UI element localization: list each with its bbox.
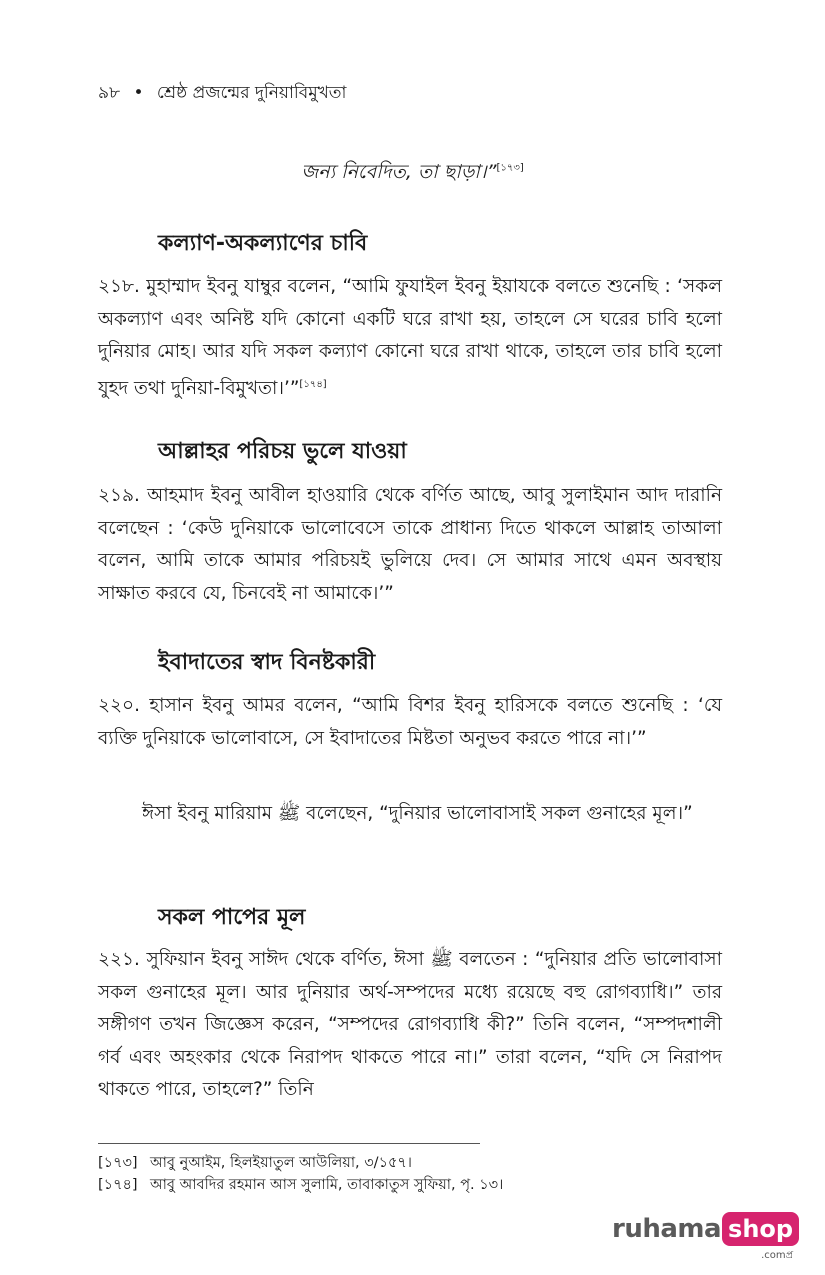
footnote [98, 1152, 412, 1176]
continuation-line [0, 158, 825, 190]
footnote-id: [১৭৪] [98, 1177, 138, 1193]
footnote-text: আবু নুআইম, হিলইয়াতুল আউলিয়া, ৩/১৫৭। [150, 1155, 412, 1171]
footnote-ref: [১৭৪] [299, 378, 327, 390]
hadith-paragraph [98, 480, 722, 610]
hadith-number: ২২০. [98, 695, 140, 716]
footnote-divider [98, 1143, 480, 1144]
hadith-text: মুহাম্মাদ ইবনু যাম্বুর বলেন, “আমি ফুযাইল ইবনু ইয়াযকে বলতে শুনেছি : ‘সকল অকল্যাণ এবং অনিষ্ট যদি কোনো একটি ঘরে রাখা হয়, তাহলে সে ঘরের চাবি হলো দুনিয়ার মোহ। আর যদি সকল কল্যাণ কোনো ঘরে রাখা থাকে, তাহলে তার চাবি হলো যুহদ তথা দুনিয়া-বিমুখতা।’” [98, 276, 722, 399]
logo-text: ruhama [612, 1214, 722, 1244]
footnote-ref: [১৭৩] [496, 162, 524, 174]
section-heading: ইবাদাতের স্বাদ বিনষ্টকারী [158, 650, 376, 675]
hadith-number: ২১৮. [98, 276, 140, 297]
book-title: শ্রেষ্ঠ প্রজন্মের দুনিয়াবিমুখতা [156, 83, 347, 103]
header-separator: • [133, 83, 144, 103]
logo-badge: shop [722, 1212, 799, 1246]
continuation-text: জন্য নিবেদিত, তা ছাড়া।” [301, 161, 497, 183]
hadith-paragraph [98, 271, 722, 405]
footnote-text: আবু আবদির রহমান আস সুলামি, তাবাকাতুস সুফিয়া, পৃ. ১৩। [150, 1177, 504, 1193]
section-heading: সকল পাপের মূল [158, 905, 306, 930]
section-heading: আল্লাহর পরিচয় ভুলে যাওয়া [158, 439, 407, 464]
hadith-number: ২২১. [98, 949, 140, 970]
page-header [98, 80, 347, 108]
section-heading: কল্যাণ-অকল্যাণের চাবি [158, 231, 368, 256]
page-number: ৯৮ [98, 83, 121, 103]
extra-paragraph: ঈসা ইবনু মারিয়াম ﷺ বলেছেন, “দুনিয়ার ভালোবাসাই সকল গুনাহের মূল।” [142, 803, 693, 824]
footnote-id: [১৭৩] [98, 1155, 138, 1171]
hadith-paragraph [98, 690, 722, 755]
footnote [98, 1174, 503, 1198]
hadith-text: আহমাদ ইবনু আবীল হাওয়ারি থেকে বর্ণিত আছে, আবু সুলাইমান আদ দারানি বলেছেন : ‘কেউ দুনিয়াকে ভালোবেসে তাকে প্রাধান্য দিতে থাকলে আল্লাহ তাআলা বলেন, আমি তাকে আমার পরিচয়ই ভুলিয়ে দেব। সে আমার সাথে এমন অবস্থায় সাক্ষাত করবে যে, চিনবেই না আমাকে।’” [98, 485, 722, 604]
hadith-number: ২১৯. [98, 485, 140, 506]
hadith-text: হাসান ইবনু আমর বলেন, “আমি বিশর ইবনু হারিসকে বলতে শুনেছি : ‘যে ব্যক্তি দুনিয়াকে ভালোবাসে, সে ইবাদাতের মিষ্টতা অনুভব করতে পারে না।’” [98, 695, 722, 749]
hadith-paragraph [98, 944, 722, 1107]
logo-suffix: .comপ্র [761, 1250, 794, 1261]
ruhamashop-logo [612, 1212, 799, 1261]
hadith-text: সুফিয়ান ইবনু সাঈদ থেকে বর্ণিত, ঈসা ﷺ বলতেন : “দুনিয়ার প্রতি ভালোবাসা সকল গুনাহের মূল। আর দুনিয়ার অর্থ-সম্পদের মধ্যে রয়েছে বহু রোগব্যাধি।” তার সঙ্গীগণ তখন জিজ্ঞেস করেন, “সম্পদের রোগব্যাধি কী?” তিনি বলেন, “সম্পদশালী গর্ব এবং অহংকার থেকে নিরাপদ থাকতে পারে না।” তারা বলেন, “যদি সে নিরাপদ থাকতে পারে, তাহলে?” তিনি [98, 949, 722, 1100]
